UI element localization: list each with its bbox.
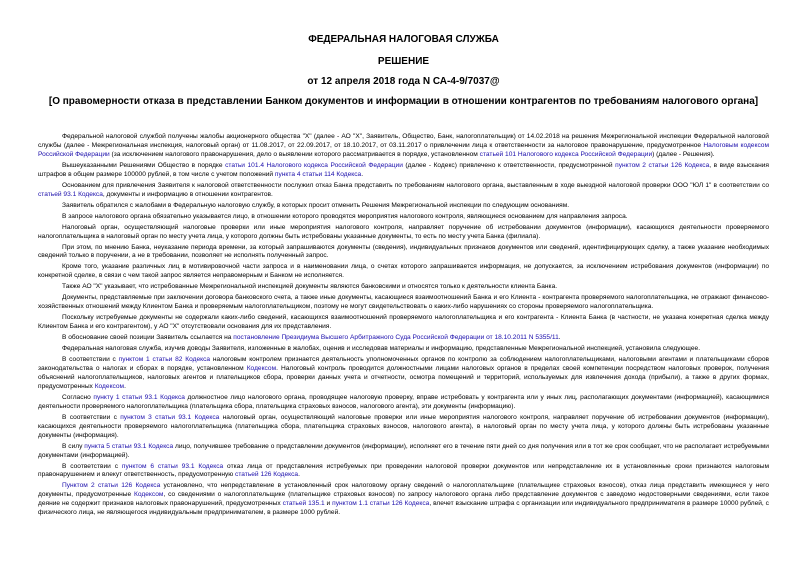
paragraph-text: Основанием для привлечения Заявителя к налоговой ответственности послужил отказ Банка представить по требованиям налогового органа, выставленным в ходе выездной налоговой проверки ООО "ЮЛ 1" в соответствии со bbox=[62, 181, 769, 189]
paragraph bbox=[38, 482, 769, 518]
legal-reference-link[interactable]: статьи 101.4 Налогового кодекса Российской Федерации bbox=[225, 161, 403, 169]
paragraph-text: Федеральной налоговой службой получены жалобы акционерного общества "Х" (далее - АО "Х", Заявитель, Общество, Банк, налогоплательщик) от 14.02.2018 на решения Межрегиональной инспекции Федеральной налоговой службы (далее - Межрегиональная инспекция, налоговый орган) от 11.08.2017, от 22.09.2017, от 18.10.2017, от 03.11.2017 о привлечении лица к ответственности за налоговое правонарушение, предусмотренное bbox=[38, 133, 769, 149]
paragraph-text: ) (далее - Решения). bbox=[652, 150, 715, 158]
legal-reference-link[interactable]: Пунктом 2 статьи 126 Кодекса bbox=[62, 482, 161, 490]
paragraph-text: Заявитель обратился с жалобами в Федеральную налоговую службу, в которых просит отменить Решения Межрегиональной инспекции по следующим основаниям. bbox=[62, 201, 570, 209]
paragraph bbox=[38, 394, 769, 412]
paragraph-text: . Налоговый контроль проводится должностными лицами налоговых органов в пределах своей компетенции посредством налоговых проверок, получения объяснений налогоплательщиков, налоговых агентов и плательщиков сбора, проверки данных учета и отчетности, осмотра помещений и территорий, используемых для извлечения дохода (прибыли), а также в других формах, предусмотренных bbox=[38, 365, 769, 390]
document-title: [О правомерности отказа в представлении Банком документов и информации в отношении контрагентов по требованиям налогового органа] bbox=[48, 96, 759, 107]
paragraph-text: , со сведениями о налогоплательщике (плательщике страховых взносов) по запросу налогового органа либо представление документов с заведомо недостоверными сведениями, если такое деяние не содержит признаков налоговых правонарушений, предусмотренных bbox=[38, 491, 769, 508]
paragraph bbox=[38, 294, 769, 312]
legal-reference-link[interactable]: пункта 5 статьи 93.1 Кодекса bbox=[84, 442, 174, 450]
paragraph-text: Федеральная налоговая служба, изучив доводы Заявителя, изложенные в жалобах, оценив и исследовав материалы и информацию, представленные Межрегиональной инспекцией, установила следующее. bbox=[62, 345, 701, 353]
legal-reference-link[interactable]: Кодексом bbox=[246, 365, 277, 373]
paragraph-text: , влечет взыскание штрафа с организации или индивидуального предпринимателя в размере 10000 рублей, с физического лица, не являющегося индивидуальным предпринимателем, в размере 1000 рублей. bbox=[38, 500, 769, 517]
legal-reference-link[interactable]: пунктом 3 статьи 93.1 Кодекса bbox=[120, 413, 220, 421]
legal-reference-link[interactable]: Кодексом bbox=[94, 382, 125, 390]
paragraph-text: , документы и информацию в отношении контрагентов. bbox=[102, 190, 273, 198]
paragraph-text: отказ лица от представления истребуемых при проведении налоговой проверки документов или непредставление их в установленные сроки признаются налоговым правонарушением и влекут ответственность, предусмотренную bbox=[38, 462, 769, 479]
paragraph bbox=[38, 263, 769, 281]
paragraph-text: Также АО "Х" указывает, что истребованные Межрегиональной инспекцией документы являются банковскими и относятся только к деятельности клиента Банка. bbox=[62, 283, 558, 291]
paragraph-text: Вышеуказанными Решениями Общество в порядке bbox=[62, 161, 226, 169]
paragraph-text: Налоговый орган, осуществляющий налоговые проверки или иные мероприятия налогового контроля, направляет поручение об истребовании документов (информации), касающихся деятельности проверяемого налогоплательщика в налоговый орган по месту учета лица, у которого должны быть истребованы указанные документы, то есть по месту учета Банка (филиала). bbox=[38, 223, 769, 240]
paragraph-text: , в виде взыскания штрафов в общем размере 100000 рублей, в том числе с учетом положений bbox=[38, 161, 769, 178]
paragraph-text: . bbox=[124, 382, 126, 390]
document-body bbox=[38, 133, 769, 520]
paragraph bbox=[38, 202, 769, 211]
paragraph-text: Согласно bbox=[62, 393, 94, 401]
paragraph bbox=[38, 345, 769, 354]
document-type: РЕШЕНИЕ bbox=[377, 56, 430, 67]
legal-reference-link[interactable]: пункта 4 статьи 114 Кодекса bbox=[274, 170, 362, 178]
paragraph-text: Поскольку истребуемые документы не содержали каких-либо сведений, касающихся взаимоотношений проверяемого налогоплательщика и его контрагента - Клиента Банка (в частности, не указана конкретная сделка между Клиентом Банка и его контрагентом), у АО "Х" отсутствовали основания для их представления. bbox=[38, 314, 769, 331]
paragraph-text: должностное лицо налогового органа, проводящее налоговую проверку, вправе истребовать у контрагента или у иных лиц, располагающих документами (информацией), касающимися деятельности проверяемого налогоплательщика (плательщика сбора, плательщика страховых взносов, налогового агента), эти документы (информацию). bbox=[38, 393, 769, 410]
paragraph bbox=[38, 334, 769, 343]
legal-reference-link[interactable]: Кодексом bbox=[134, 491, 164, 499]
paragraph-text: В соответствии с bbox=[62, 462, 122, 470]
paragraph bbox=[38, 414, 769, 441]
paragraph bbox=[38, 133, 769, 160]
legal-reference-link[interactable]: пунктом 2 статьи 126 Кодекса bbox=[615, 161, 710, 169]
paragraph-text: В обоснование своей позиции Заявитель ссылается на bbox=[62, 334, 234, 342]
paragraph-text: лицо, получившее требование о представлении документов (информации), исполняет его в течение пяти дней со дня получения или в тот же срок сообщает, что не располагает истребуемыми документами (информацией). bbox=[38, 442, 769, 459]
legal-reference-link[interactable]: пункту 1 статьи 93.1 Кодекса bbox=[93, 393, 185, 401]
legal-reference-link[interactable]: Налоговым кодексом Российской Федерации bbox=[38, 141, 770, 158]
paragraph bbox=[38, 443, 769, 461]
paragraph-text: В силу bbox=[62, 442, 85, 450]
paragraph-text: В соответствии с bbox=[62, 356, 119, 364]
paragraph bbox=[38, 356, 769, 392]
paragraph bbox=[38, 283, 769, 292]
paragraph bbox=[38, 244, 769, 262]
legal-reference-link[interactable]: статьей 135.1 bbox=[282, 500, 325, 508]
paragraph bbox=[38, 162, 769, 180]
paragraph bbox=[38, 182, 769, 200]
paragraph-text: В соответствии с bbox=[62, 413, 121, 421]
paragraph-text: (за исключением налогового правонарушения, дело о выявлении которого рассматривается в порядке, установленном bbox=[109, 150, 480, 158]
paragraph-text: При этом, по мнению Банка, неуказание периода времени, за который запрашиваются документы (сведения), индивидуальных признаков документов или сведений, идентифицирующих сделку, а также указание необходимых сведений только в поручении, а не в требовании, позволяет не исполнять полученный запрос. bbox=[38, 243, 769, 260]
paragraph-text: . bbox=[361, 170, 364, 178]
document-date-number: от 12 апреля 2018 года N СА-4-9/7037@ bbox=[307, 76, 500, 87]
paragraph-text: В запросе налогового органа обязательно указывается лицо, в отношении которого проводятся мероприятия налогового контроля, являющиеся основанием для направления запроса. bbox=[62, 212, 628, 220]
legal-reference-link[interactable]: пунктом 1 статьи 82 Кодекса bbox=[118, 356, 211, 364]
legal-reference-link[interactable]: статьей 101 Налогового кодекса Российской Федерации bbox=[479, 150, 653, 158]
legal-reference-link[interactable]: пунктом 1.1 статьи 126 Кодекса bbox=[332, 500, 430, 508]
agency-name: ФЕДЕРАЛЬНАЯ НАЛОГОВАЯ СЛУЖБА bbox=[308, 34, 499, 45]
paragraph-text: и bbox=[324, 500, 333, 508]
legal-reference-link[interactable]: статьей 93.1 Кодекса bbox=[38, 190, 103, 198]
paragraph-text: налоговый орган, осуществляющий налоговые проверки или иные мероприятия налогового контроля, направляет поручение об истребовании документов (информации), касающихся деятельности проверяемого налогоплательщика (плательщика сбора, плательщика страховых взносов, налогового агента), в налоговый орган по месту учета лица, у которого должны быть истребованы указанные документы (информация). bbox=[38, 413, 769, 439]
paragraph-text: Кроме того, указание различных лиц в мотивировочной части запроса и в наименовании лица, о счетах которого запрашивается информация, не допускается, за исключением истребования документов (информации) по конкретной сделке, в связи с чем такой запрос является неправомерным и Банком не исполняется. bbox=[38, 263, 769, 280]
paragraph bbox=[38, 213, 769, 222]
legal-reference-link[interactable]: постановление Президиума Высшего Арбитражного Суда Российской Федерации от 18.10.2011 N 5355/11 bbox=[233, 334, 559, 342]
paragraph-text: налоговым контролем признается деятельность уполномоченных органов по контролю за соблюдением налогоплательщиками, налоговыми агентами и плательщиками сборов законодательства о налогах и сборах в порядке, установленном bbox=[38, 356, 770, 373]
paragraph-text: . bbox=[298, 471, 300, 479]
paragraph-text: (далее - Кодекс) привлечено к ответственности, предусмотренной bbox=[402, 161, 616, 169]
paragraph bbox=[38, 314, 769, 332]
paragraph-text: . bbox=[558, 334, 561, 342]
paragraph-text: установлено, что непредставление в установленный срок налоговому органу сведений о налогоплательщике (плательщике страховых взносов), отказ лица представить имеющиеся у него документы, предусмотренные bbox=[38, 482, 769, 499]
paragraph bbox=[38, 463, 769, 481]
paragraph-text: Документы, представляемые при заключении договора банковского счета, а также иные документы, касающиеся взаимоотношений Банка и его Клиента - контрагента проверяемого налогоплательщика, не отражают финансово-хозяйственных отношений между Клиентом Банка и проверяемым налогоплательщиком, поэтому не могут свидетельствовать о каких-либо нарушениях со стороны проверяемого налогоплательщика. bbox=[38, 294, 769, 311]
legal-reference-link[interactable]: пунктом 6 статьи 93.1 Кодекса bbox=[121, 462, 224, 470]
paragraph bbox=[38, 224, 769, 242]
legal-reference-link[interactable]: статьей 126 Кодекса bbox=[235, 471, 299, 479]
